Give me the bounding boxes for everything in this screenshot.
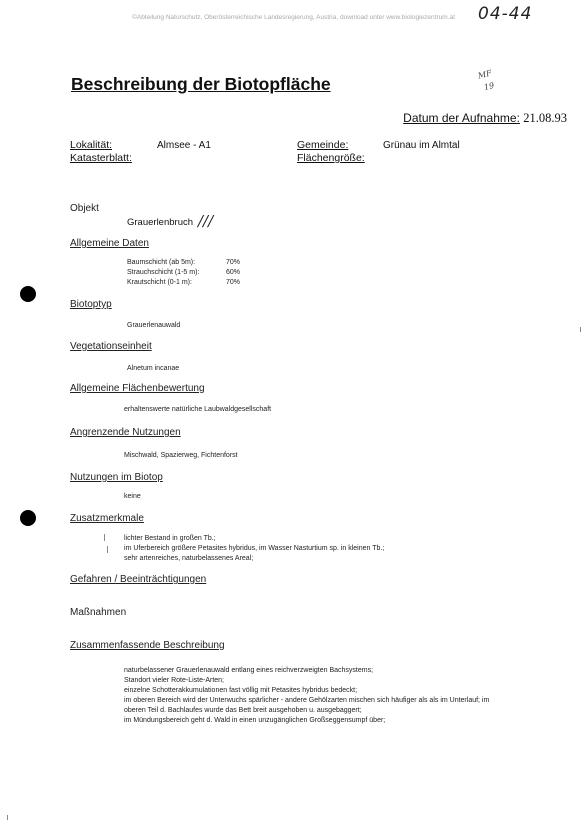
zusammenfassung-line: im oberen Bereich wird der Unterwuchs spärlicher - andere Gehölzarten mischen sich häufiger als als im Unterlauf; im bbox=[124, 697, 490, 704]
angrenzende-nutzungen-value: Mischwald, Spazierweg, Fichtenforst bbox=[124, 452, 238, 459]
nutzungen-im-biotop-value: keine bbox=[124, 493, 141, 500]
handwritten-mark-1: MF bbox=[477, 68, 493, 81]
scan-mark bbox=[7, 815, 8, 820]
objekt-handwritten-mark: /// bbox=[198, 212, 214, 230]
biotoptyp-value: Grauerlenauwald bbox=[127, 322, 181, 329]
gemeinde-label: Gemeinde: bbox=[297, 139, 349, 151]
zusatzmerkmale-line: sehr artenreiches, naturbelassenes Areal; bbox=[124, 555, 254, 562]
zusammenfassung-line: oberen Teil d. Bachlaufes wurde das Bett breit ausgehoben u. ausgebaggert; bbox=[124, 707, 362, 714]
gemeinde-value: Grünau im Almtal bbox=[383, 140, 460, 151]
allgemeine-daten-heading: Allgemeine Daten bbox=[70, 238, 149, 249]
handwritten-number: 04-44 bbox=[478, 4, 533, 24]
margin-tick bbox=[107, 546, 108, 553]
zusammenfassende-beschreibung-heading: Zusammenfassende Beschreibung bbox=[70, 640, 225, 651]
zusammenfassung-line: einzelne Schotterakkumulationen fast völlig mit Petasites hybridus bedeckt; bbox=[124, 687, 358, 694]
katasterblatt-label: Katasterblatt: bbox=[70, 152, 132, 164]
vegetationseinheit-value: Alnetum incanae bbox=[127, 365, 180, 372]
lokalitaet-label: Lokalität: bbox=[70, 139, 113, 151]
zusatzmerkmale-heading: Zusatzmerkmale bbox=[70, 513, 144, 524]
page-title: Beschreibung der Biotopfläche bbox=[71, 74, 331, 94]
handwritten-mark-2: 19 bbox=[483, 80, 496, 93]
zusammenfassung-line: im Mündungsbereich geht d. Wald in einen unzugänglichen Großseggensumpf über; bbox=[124, 717, 386, 724]
date-value: 21.08.93 bbox=[523, 111, 567, 125]
massnahmen-heading: Maßnahmen bbox=[70, 607, 127, 618]
objekt-heading: Objekt bbox=[70, 203, 99, 214]
scan-mark bbox=[580, 327, 581, 332]
date-line bbox=[403, 111, 567, 126]
biotoptyp-heading: Biotoptyp bbox=[70, 299, 112, 310]
date-label: Datum der Aufnahme: bbox=[403, 111, 520, 125]
zusammenfassung-line: naturbelassener Grauerlenauwald entlang eines reichverzweigten Bachsystems; bbox=[124, 667, 374, 674]
zusatzmerkmale-line: lichter Bestand in großen Tb.; bbox=[124, 535, 216, 542]
nutzungen-im-biotop-heading: Nutzungen im Biotop bbox=[70, 472, 163, 483]
gefahren-heading: Gefahren / Beeinträchtigungen bbox=[70, 574, 207, 585]
krautschicht-value: 70% bbox=[226, 279, 241, 286]
krautschicht-label: Krautschicht (0-1 m): bbox=[127, 279, 192, 286]
strauchschicht-label: Strauchschicht (1-5 m): bbox=[127, 269, 200, 276]
margin-tick bbox=[104, 534, 105, 541]
zusammenfassung-line: Standort vieler Rote-Liste-Arten; bbox=[124, 677, 224, 684]
flaechenbewertung-value: erhaltenswerte natürliche Laubwaldgesellschaft bbox=[124, 406, 272, 413]
flaechenbewertung-heading: Allgemeine Flächenbewertung bbox=[70, 383, 205, 394]
baumschicht-value: 70% bbox=[226, 259, 241, 266]
strauchschicht-value: 60% bbox=[226, 269, 241, 276]
punch-hole bbox=[20, 510, 36, 526]
vegetationseinheit-heading: Vegetationseinheit bbox=[70, 341, 152, 352]
lokalitaet-value: Almsee - A1 bbox=[157, 140, 211, 151]
baumschicht-label: Baumschicht (ab 5m): bbox=[127, 259, 196, 266]
angrenzende-nutzungen-heading: Angrenzende Nutzungen bbox=[70, 427, 181, 438]
punch-hole bbox=[20, 286, 36, 302]
flaechengroesse-label: Flächengröße: bbox=[297, 152, 365, 164]
objekt-value: Grauerlenbruch bbox=[127, 217, 194, 228]
zusatzmerkmale-line: im Uferbereich größere Petasites hybridus, im Wasser Nasturtium sp. in kleinen Tb.; bbox=[124, 545, 385, 552]
copyright-watermark: ©Abteilung Naturschutz, Oberösterreichische Landesregierung, Austria, download unter www.biologiezentrum.at bbox=[132, 14, 455, 21]
